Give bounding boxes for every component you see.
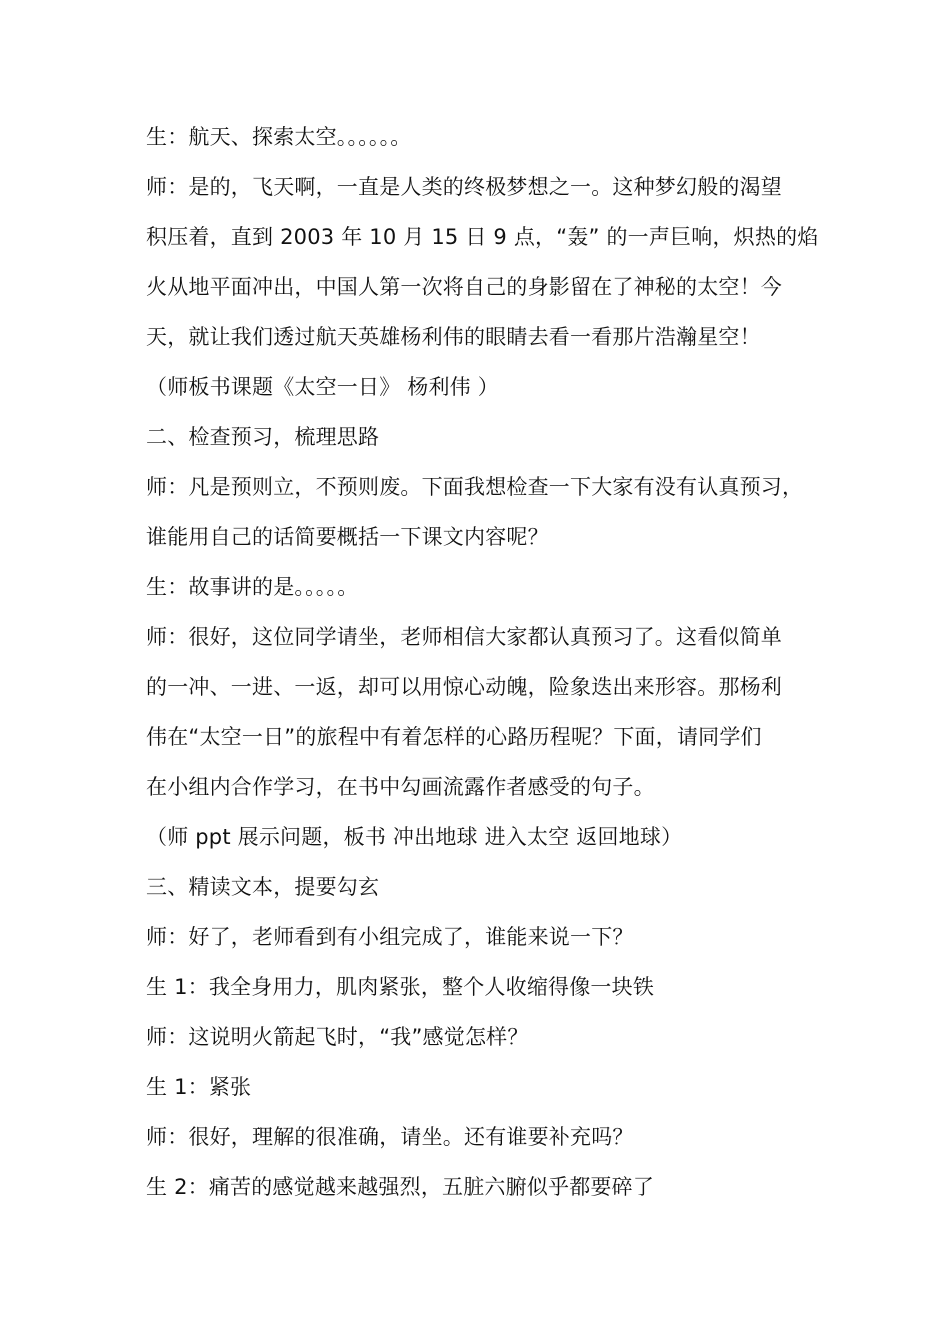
text-line: 火从地平面冲出，中国人第一次将自己的身影留在了神秘的太空！今 [146, 275, 782, 299]
text-line: 谁能用自己的话简要概括一下课文内容呢？ [146, 525, 549, 549]
text-line: 生：故事讲的是。。。。。 [146, 575, 359, 599]
text-line: 师：很好，这位同学请坐，老师相信大家都认真预习了。这看似简单 [146, 625, 782, 649]
text-line: 天，就让我们透过航天英雄杨利伟的眼睛去看一看那片浩瀚星空！ [146, 325, 761, 349]
text-line: 师：很好，理解的很准确，请坐。还有谁要补充吗？ [146, 1125, 634, 1149]
text-line: 积压着，直到 2003 年 10 月 15 日 9 点，“轰” 的一声巨响，炽热的焰 [146, 225, 819, 249]
text-line: 生：航天、探索太空。。。。。。 [146, 125, 412, 149]
text-line: 在小组内合作学习，在书中勾画流露作者感受的句子。 [146, 775, 655, 799]
text-line: （师 ppt 展示问题，板书 冲出地球 进入太空 返回地球） [146, 825, 683, 849]
document-body [146, 112, 819, 1212]
text-line: 师：是的，飞天啊，一直是人类的终极梦想之一。这种梦幻般的渴望 [146, 175, 782, 199]
text-line: 师：这说明火箭起飞时，“我”感觉怎样？ [146, 1025, 529, 1049]
section-heading: 三、精读文本，提要勾玄 [146, 875, 380, 899]
text-line: 伟在“太空一日”的旅程中有着怎样的心路历程呢？下面，请同学们 [146, 725, 762, 749]
text-line: 的一冲、一进、一返，却可以用惊心动魄，险象迭出来形容。那杨利 [146, 675, 782, 699]
section-heading: 二、检查预习，梳理思路 [146, 425, 380, 449]
text-line: （师板书课题《太空一日》 杨利伟 ） [146, 375, 499, 399]
text-line: 生 1：紧张 [146, 1075, 252, 1099]
text-line: 生 2：痛苦的感觉越来越强烈，五脏六腑似乎都要碎了 [146, 1175, 655, 1199]
text-line: 师：好了，老师看到有小组完成了，谁能来说一下？ [146, 925, 634, 949]
text-line: 师：凡是预则立，不预则废。下面我想检查一下大家有没有认真预习， [146, 475, 804, 499]
text-line: 生 1：我全身用力，肌肉紧张，整个人收缩得像一块铁 [146, 975, 655, 999]
